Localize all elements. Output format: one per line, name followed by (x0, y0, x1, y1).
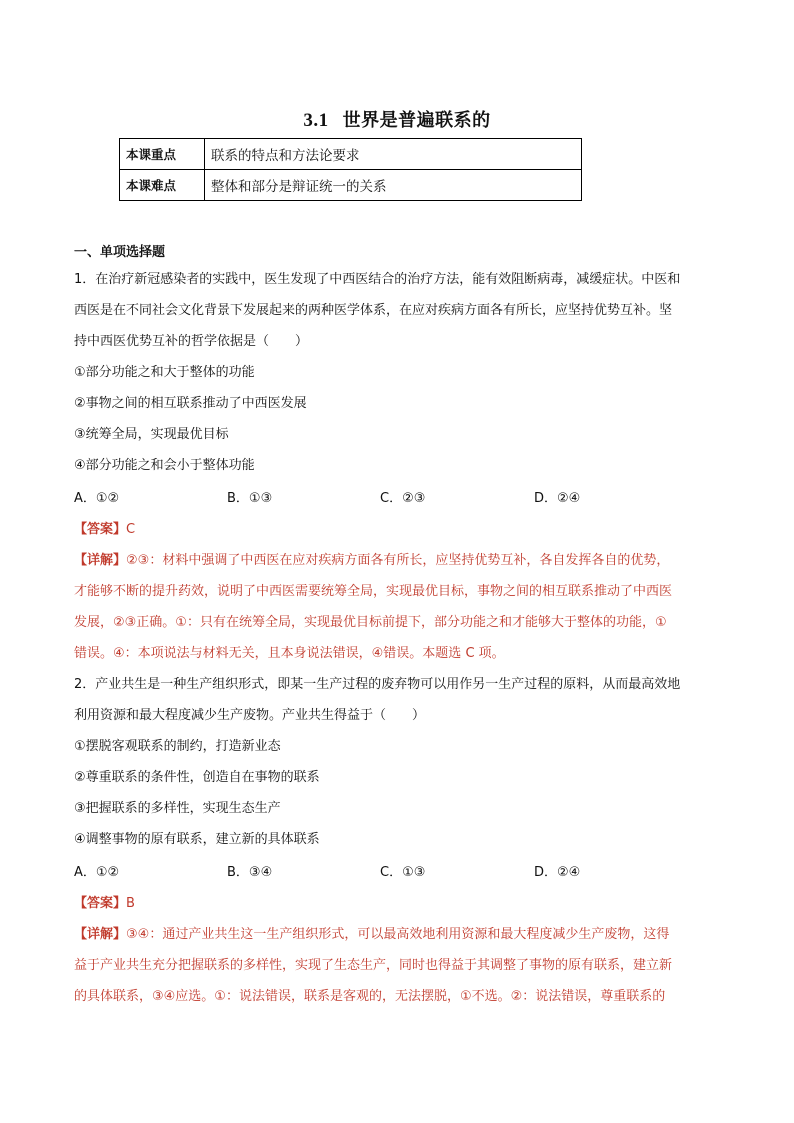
q1-item: ④部分功能之和会小于整体功能 (74, 458, 255, 473)
q2-stem-line: 2．产业共生是一种生产组织形式，即某一生产过程的废弃物可以用作另一生产过程的原料，从而最高效地 (74, 677, 681, 692)
page-title (0, 106, 794, 132)
q2-item: ①摆脱客观联系的制约，打造新业态 (74, 739, 281, 754)
answer-tag: 【答案】 (74, 896, 127, 911)
answer-value: B (126, 896, 135, 911)
q1-item: ②事物之间的相互联系推动了中西医发展 (74, 396, 307, 411)
key-row (120, 170, 582, 201)
section-number: 3.1 (303, 110, 329, 131)
q2-detail-line: 益于产业共生充分把握联系的多样性，实现了生态生产，同时也得益于其调整了事物的原有联系，建立新 (74, 958, 673, 973)
answer-value: C (126, 522, 136, 537)
q1-detail-line: 才能够不断的提升药效，说明了中西医需要统筹全局，实现最优目标，事物之间的相互联系推动了中西医 (74, 584, 673, 599)
detail-tag: 【详解】 (74, 553, 127, 568)
q2-detail-line: 的具体联系，③④应选。①：说法错误，联系是客观的，无法摆脱，①不选。②：说法错误，尊重联系的 (74, 989, 666, 1004)
q1-stem-line: 西医是在不同社会文化背景下发展起来的两种医学体系，在应对疾病方面各有所长，应坚持优势互补。坚 (74, 303, 673, 318)
section-heading: 一、单项选择题 (74, 245, 166, 260)
q2-item: ②尊重联系的条件性，创造自在事物的联系 (74, 770, 320, 785)
detail-text: ③④：通过产业共生这一生产组织形式，可以最高效地利用资源和最大程度减少生产废物，这得 (126, 927, 670, 942)
q1-detail-line: 发展，②③正确。①：只有在统筹全局，实现最优目标前提下，部分功能之和才能够大于整体的功能，① (74, 615, 667, 630)
q1-detail-line: 错误。④：本项说法与材料无关，且本身说法错误，④错误。本题选 C 项。 (74, 646, 505, 661)
q2-answer (74, 895, 135, 913)
q1-option-a: A．①② (74, 491, 120, 506)
key-label: 本课难点 (120, 170, 205, 201)
detail-tag: 【详解】 (74, 927, 127, 942)
q2-option-b: B．③④ (227, 865, 273, 880)
q2-option-a: A．①② (74, 865, 120, 880)
key-row (120, 139, 582, 170)
answer-tag: 【答案】 (74, 522, 127, 537)
q1-option-b: B．①③ (227, 491, 273, 506)
q2-item: ③把握联系的多样性，实现生态生产 (74, 801, 281, 816)
q2-option-d: D．②④ (534, 865, 581, 880)
q1-option-d: D．②④ (534, 491, 581, 506)
title-text: 世界是普遍联系的 (342, 110, 491, 131)
detail-text: ②③：材料中强调了中西医在应对疾病方面各有所长，应坚持优势互补，各自发挥各自的优势， (126, 553, 670, 568)
q1-answer (74, 521, 135, 539)
q2-option-c: C．①③ (380, 865, 426, 880)
q1-option-c: C．②③ (380, 491, 426, 506)
q1-item: ③统筹全局，实现最优目标 (74, 427, 229, 442)
q2-stem-line: 利用资源和最大程度减少生产废物。产业共生得益于（ ） (74, 708, 426, 723)
q1-detail-line (74, 552, 669, 570)
key-points-table (119, 138, 582, 201)
q1-stem-line: 1．在治疗新冠感染者的实践中，医生发现了中西医结合的治疗方法，能有效阻断病毒，减缓症状。中医和 (74, 272, 681, 287)
q2-item: ④调整事物的原有联系，建立新的具体联系 (74, 832, 320, 847)
key-value: 联系的特点和方法论要求 (205, 139, 582, 170)
key-label: 本课重点 (120, 139, 205, 170)
q2-detail-line (74, 926, 669, 944)
key-value: 整体和部分是辩证统一的关系 (205, 170, 582, 201)
q1-stem-line: 持中西医优势互补的哲学依据是（ ） (74, 334, 309, 349)
q1-item: ①部分功能之和大于整体的功能 (74, 365, 255, 380)
